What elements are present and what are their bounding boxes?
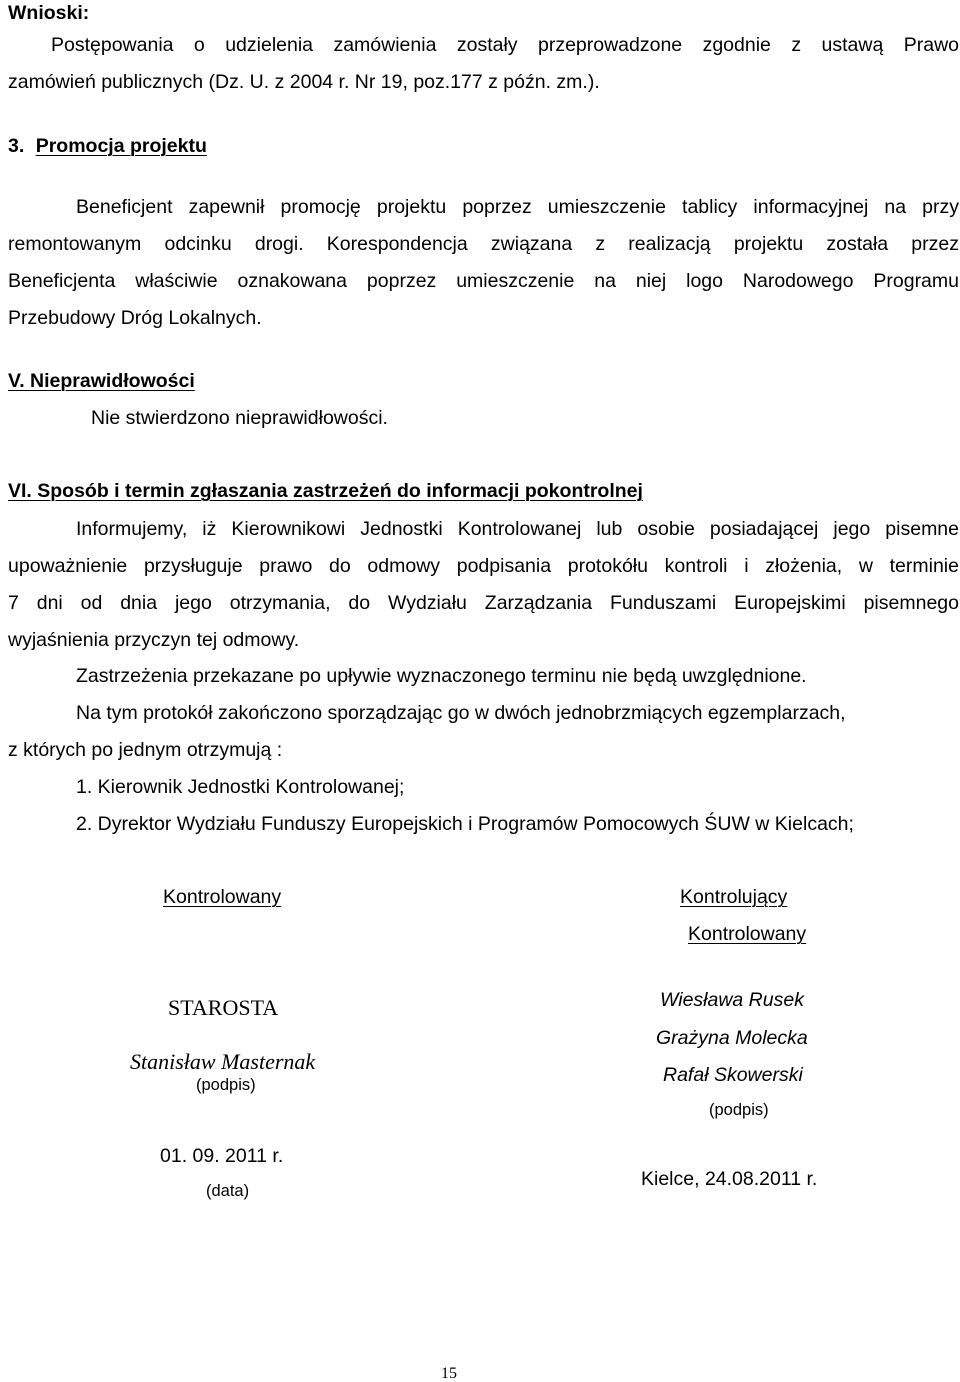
conclusions-heading: Wnioski: [8,2,90,24]
signature-right-role-1: Kontrolujący [680,886,788,908]
section-3-title: Promocja projektu [35,135,207,157]
section-6-heading: VI. Sposób i termin zgłaszania zastrzeżeń do informacji pokontrolnej [8,480,643,502]
page-number: 15 [441,1365,457,1382]
stamp-name: Stanisław Masternak [130,1049,316,1074]
signature-left-date-note: (data) [206,1182,250,1200]
stamp-title: STAROSTA [168,995,279,1020]
section-6-paragraph-2: Zastrzeżenia przekazane po upływie wyznaczonego terminu nie będą uwzględnione. [76,665,807,687]
section-6-paragraph-3: Na tym protokół zakończono sporządzając go w dwóch jednobrzmiących egzemplarzach, [76,702,846,724]
section-5-heading: V. Nieprawidłowości [8,370,195,392]
section-5-text: Nie stwierdzono nieprawidłowości. [91,407,388,429]
inspector-name-1: Wiesława Rusek [660,989,804,1011]
section-6-paragraph-1 [8,520,959,668]
section-3-line-4: Przebudowy Dróg Lokalnych. [8,307,262,329]
section-3-line-3: Beneficjenta właściwie oznakowana poprzez umieszczenie na niej logo Narodowego Programu [8,270,959,292]
signature-left-date: 01. 09. 2011 r. [160,1145,284,1167]
conclusions-paragraph [8,36,959,110]
section-3-heading [8,137,207,157]
inspector-name-2: Grażyna Molecka [656,1027,808,1049]
section-3-number: 3. [8,135,25,157]
section-6-line-3: 7 dni od dnia jego otrzymania, do Wydziału Zarządzania Funduszami Europejskimi pisemnego [8,592,959,614]
signature-right-note: (podpis) [709,1101,769,1119]
section-6-paragraph-3-continued: z których po jednym otrzymują : [8,739,283,761]
conclusions-line-2: zamówień publicznych (Dz. U. z 2004 r. Nr 19, poz.177 z późn. zm.). [8,71,600,93]
section-6-line-4: wyjaśnienia przyczyn tej odmowy. [8,629,300,651]
section-6-line-2: upoważnienie przysługuje prawo do odmowy podpisania protokółu kontroli i złożenia, w terminie [8,555,959,577]
section-3-paragraph [8,198,959,346]
section-3-line-2: remontowanym odcinku drogi. Korespondencja związana z realizacją projektu została przez [8,233,959,255]
recipient-1: 1. Kierownik Jednostki Kontrolowanej; [76,776,405,798]
signature-right-place-date: Kielce, 24.08.2011 r. [641,1168,818,1190]
section-6-line-1: Informujemy, iż Kierownikowi Jednostki Kontrolowanej lub osobie posiadającej jego pisemne [76,518,959,540]
conclusions-line-1: Postępowania o udzielenia zamówienia zostały przeprowadzone zgodnie z ustawą Prawo [51,34,959,56]
signature-left-role: Kontrolowany [163,886,282,908]
recipient-2: 2. Dyrektor Wydziału Funduszy Europejskich i Programów Pomocowych ŚUW w Kielcach; [76,813,854,835]
inspector-name-3: Rafał Skowerski [663,1064,803,1086]
signature-left-note: (podpis) [196,1076,256,1094]
section-3-line-1: Beneficjent zapewnił promocję projektu poprzez umieszczenie tablicy informacyjnej na przy [76,196,959,218]
signature-right-role-2: Kontrolowany [688,923,807,945]
